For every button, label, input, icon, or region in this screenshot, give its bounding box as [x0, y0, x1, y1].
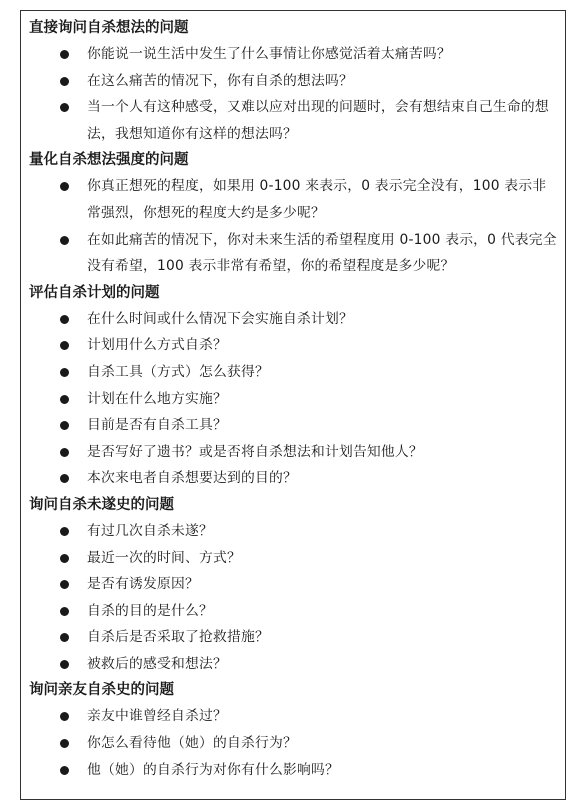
bullet-icon — [60, 527, 69, 536]
list-item — [29, 730, 557, 757]
list-item — [29, 94, 557, 147]
section-quantify-intensity — [29, 147, 557, 279]
list-item — [29, 439, 557, 466]
question-text: 你怎么看待他（她）的自杀行为？ — [87, 735, 297, 752]
list-item — [29, 332, 557, 359]
list-item — [29, 227, 557, 280]
bullet-icon — [60, 77, 69, 86]
bullet-icon — [60, 103, 69, 112]
list-item — [29, 624, 557, 651]
question-text: 自杀工具（方式）怎么获得？ — [87, 363, 269, 380]
question-text: 自杀后是否采取了抢救措施？ — [87, 629, 269, 646]
bullet-icon — [60, 633, 69, 642]
list-item — [29, 571, 557, 598]
list-item — [29, 545, 557, 572]
bullet-icon — [60, 236, 69, 245]
section-title: 询问亲友自杀史的问题 — [29, 682, 174, 699]
bullet-icon — [60, 766, 69, 775]
bullet-icon — [60, 421, 69, 430]
bullet-icon — [60, 554, 69, 563]
section-assess-plan — [29, 280, 557, 492]
bullet-icon — [60, 315, 69, 324]
question-text: 目前是否有自杀工具？ — [87, 417, 227, 434]
bullet-icon — [60, 474, 69, 483]
bullet-icon — [60, 50, 69, 59]
question-list — [29, 41, 557, 147]
bullet-icon — [60, 739, 69, 748]
question-text: 在什么时间或什么情况下会实施自杀计划？ — [87, 310, 353, 327]
question-list — [29, 518, 557, 678]
question-text: 你真正想死的程度，如果用 0-100 来表示，0 表示完全没有，100 表示非常强烈，你想死的程度大约是多少呢？ — [87, 178, 547, 221]
bullet-icon — [60, 182, 69, 191]
question-text: 计划用什么方式自杀？ — [87, 337, 227, 354]
question-text: 本次来电者自杀想要达到的目的？ — [87, 470, 297, 487]
bullet-icon — [60, 607, 69, 616]
question-text: 亲友中谁曾经自杀过？ — [87, 708, 227, 725]
question-text: 被救后的感受和想法？ — [87, 655, 227, 672]
question-table — [20, 10, 566, 800]
list-item — [29, 386, 557, 413]
bullet-icon — [60, 395, 69, 404]
question-list — [29, 703, 557, 783]
list-item — [29, 465, 557, 492]
section-title: 询问自杀未遂史的问题 — [29, 496, 174, 513]
list-item — [29, 757, 557, 784]
list-item — [29, 651, 557, 678]
question-text: 在如此痛苦的情况下，你对未来生活的希望程度用 0-100 表示，0 代表完全没有希望，100 表示非常有希望，你的希望程度是多少呢？ — [87, 231, 557, 275]
bullet-icon — [60, 712, 69, 721]
question-text: 你能说一说生活中发生了什么事情让你感觉活着太痛苦吗？ — [87, 46, 451, 62]
question-text: 计划在什么地方实施？ — [87, 390, 227, 407]
section-title: 直接询问自杀想法的问题 — [29, 20, 189, 36]
list-item — [29, 703, 557, 730]
question-text: 有过几次自杀未遂？ — [87, 522, 213, 539]
question-list — [29, 173, 557, 279]
question-text: 最近一次的时间、方式？ — [87, 549, 241, 566]
list-item — [29, 41, 557, 68]
list-item — [29, 68, 557, 95]
question-list — [29, 306, 557, 492]
list-item — [29, 173, 557, 226]
question-text: 当一个人有这种感受，又难以应对出现的问题时，会有想结束自己生命的想法，我想知道你有这样的想法吗？ — [87, 99, 549, 142]
question-text: 自杀的目的是什么？ — [87, 602, 213, 619]
bullet-icon — [60, 368, 69, 377]
section-title: 量化自杀想法强度的问题 — [29, 152, 189, 169]
list-item — [29, 598, 557, 625]
question-text: 是否有诱发原因？ — [87, 576, 199, 593]
list-item — [29, 412, 557, 439]
list-item — [29, 359, 557, 386]
bullet-icon — [60, 660, 69, 669]
bullet-icon — [60, 580, 69, 589]
question-text: 他（她）的自杀行为对你有什么影响吗？ — [87, 761, 339, 778]
list-item — [29, 306, 557, 333]
question-text: 在这么痛苦的情况下，你有自杀的想法吗？ — [87, 72, 353, 89]
section-family-history — [29, 677, 557, 783]
question-text: 是否写好了遗书？或是否将自杀想法和计划告知他人？ — [87, 443, 423, 460]
list-item — [29, 518, 557, 545]
section-direct-ideation — [29, 15, 557, 147]
bullet-icon — [60, 341, 69, 350]
bullet-icon — [60, 448, 69, 457]
section-title: 评估自杀计划的问题 — [29, 284, 160, 301]
section-attempt-history — [29, 492, 557, 678]
